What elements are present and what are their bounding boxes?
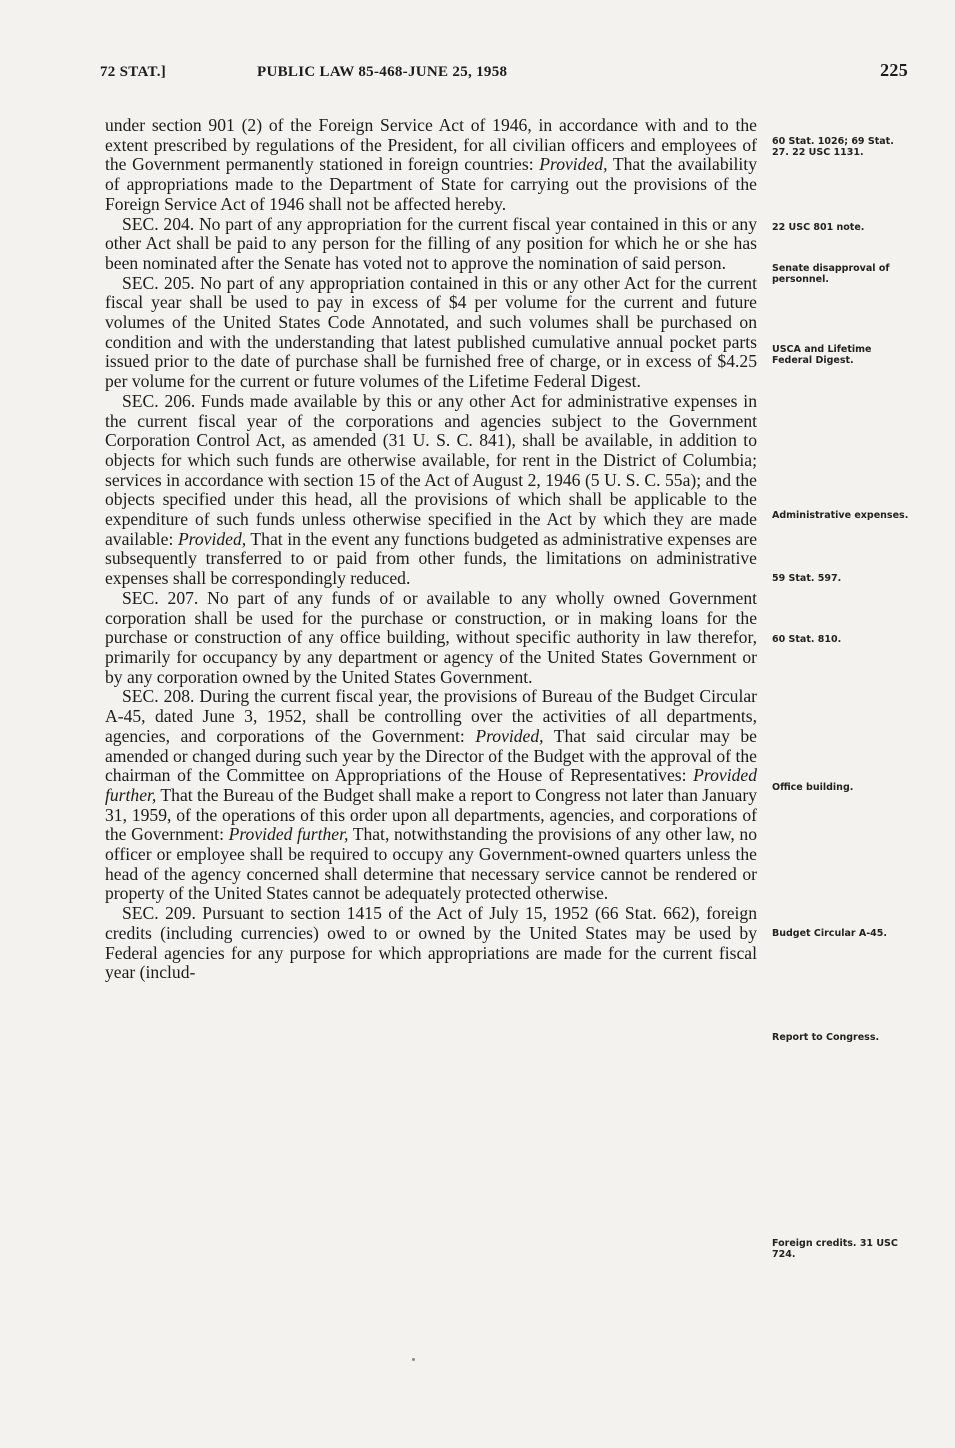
section-206: SEC. 206. Funds made available by this or any other Act for administrative expenses in the current fiscal year of the corporations and agencies subject to the Government Corporation Control Act, as amended (31 U. S. C. 841), shall be available, in addition to objects for which such funds are otherwise available, for rent in the District of Columbia; services in accordance with section 15 of the Act of August 2, 1946 (5 U. S. C. 55a); and the objects specified under this head, all the provisions of which shall be applicable to the expenditure of such funds unless otherwise specified in the Act by which they are made available: Provided, That in the event any functions budgeted as administrative expenses are subsequently transferred to or paid from other funds, the limitations on administrative expenses shall be correspondingly reduced. — [105, 390, 758, 589]
margin-note-60-stat: 60 Stat. 810. — [772, 634, 842, 645]
margin-note-foreign-credits: Foreign credits. 31 USC 724. — [772, 1238, 898, 1260]
page-header — [100, 60, 908, 86]
margin-note-report-congress: Report to Congress. — [772, 1032, 880, 1043]
running-title: PUBLIC LAW 85-468-JUNE 25, 1958 — [257, 64, 508, 80]
paragraph-continued: under section 901 (2) of the Foreign Service Act of 1946, in accordance with and to the extent prescribed by regulations of the President, for all civilian officers and employees of the Government permanently stationed in foreign countries: Provided, That the availability of appropriations made to the Department of State for carrying out the provisions of the Foreign Service Act of 1946 shall not be affected hereby. — [105, 115, 757, 214]
margin-note-citation-1131: 60 Stat. 1026; 69 Stat. 27. 22 USC 1131. — [772, 136, 894, 158]
margin-note-59-stat: 59 Stat. 597. — [772, 573, 842, 584]
margin-note-usca: USCA and Lifetime Federal Digest. — [772, 344, 872, 366]
statute-volume: 72 STAT.] — [100, 64, 167, 80]
margin-note-budget-circular: Budget Circular A-45. — [772, 928, 887, 939]
scan-speck — [412, 1358, 415, 1361]
statute-body — [105, 116, 757, 983]
page-number: 225 — [880, 60, 908, 80]
section-205: SEC. 205. No part of any appropriation contained in this or any other Act for the current fiscal year shall be used to pay in excess of $4 per volume for the current and future volumes of the United States Code Annotated, and such volumes shall be purchased on condition and with the understanding that latest published cumulative annual pocket parts issued prior to the date of purchase shall be furnished free of charge, or in excess of $4.25 per volume for the current or future volumes of the Lifetime Federal Digest. — [105, 272, 757, 392]
margin-note-office-building: Office building. — [772, 782, 854, 793]
section-204: SEC. 204. No part of any appropriation for the current fiscal year contained in this or any other Act shall be paid to any person for the filling of any position for which he or she has been nominated after the Senate has voted not to approve the nomination of said person. — [105, 213, 757, 273]
margin-note-senate-disapproval: Senate disapproval of personnel. — [772, 263, 890, 285]
section-208: SEC. 208. During the current fiscal year, the provisions of Bureau of the Budget Circular A-45, dated June 3, 1952, shall be controlling over the activities of all departments, agencies, and corporations of the Government: Provided, That said circular may be amended or changed during such year by the Director of the Budget with the approval of the chairman of the Committee on Appropriations of the House of Representatives: Provided further, That the Bureau of the Budget shall make a report to Congress not later than January 31, 1959, of the operations of this order upon all departments, agencies, and corporations of the Government: Provided further, That, notwithstanding the provisions of any other law, no officer or employee shall be required to occupy any Government-owned quarters unless the head of the agency concerned shall determine that necessary service cannot be rendered or property of the United States cannot be adequately protected otherwise. — [105, 686, 758, 904]
section-209: SEC. 209. Pursuant to section 1415 of the Act of July 15, 1952 (66 Stat. 662), foreign credits (including currencies) owed to or owned by the United States may be used by Federal agencies for any purpose for which appropriations are made for the current fiscal year (includ- — [105, 903, 757, 983]
section-207: SEC. 207. No part of any funds of or available to any wholly owned Government corporation shall be used for the purchase or construction, or in making loans for the purchase or construction of any office building, without specific authority in law therefor, primarily for occupancy by any department or agency of the United States Government or by any corporation owned by the United States Government. — [105, 587, 757, 687]
margin-note-801-note: 22 USC 801 note. — [772, 222, 865, 233]
margin-note-admin-expenses: Administrative expenses. — [772, 510, 909, 521]
